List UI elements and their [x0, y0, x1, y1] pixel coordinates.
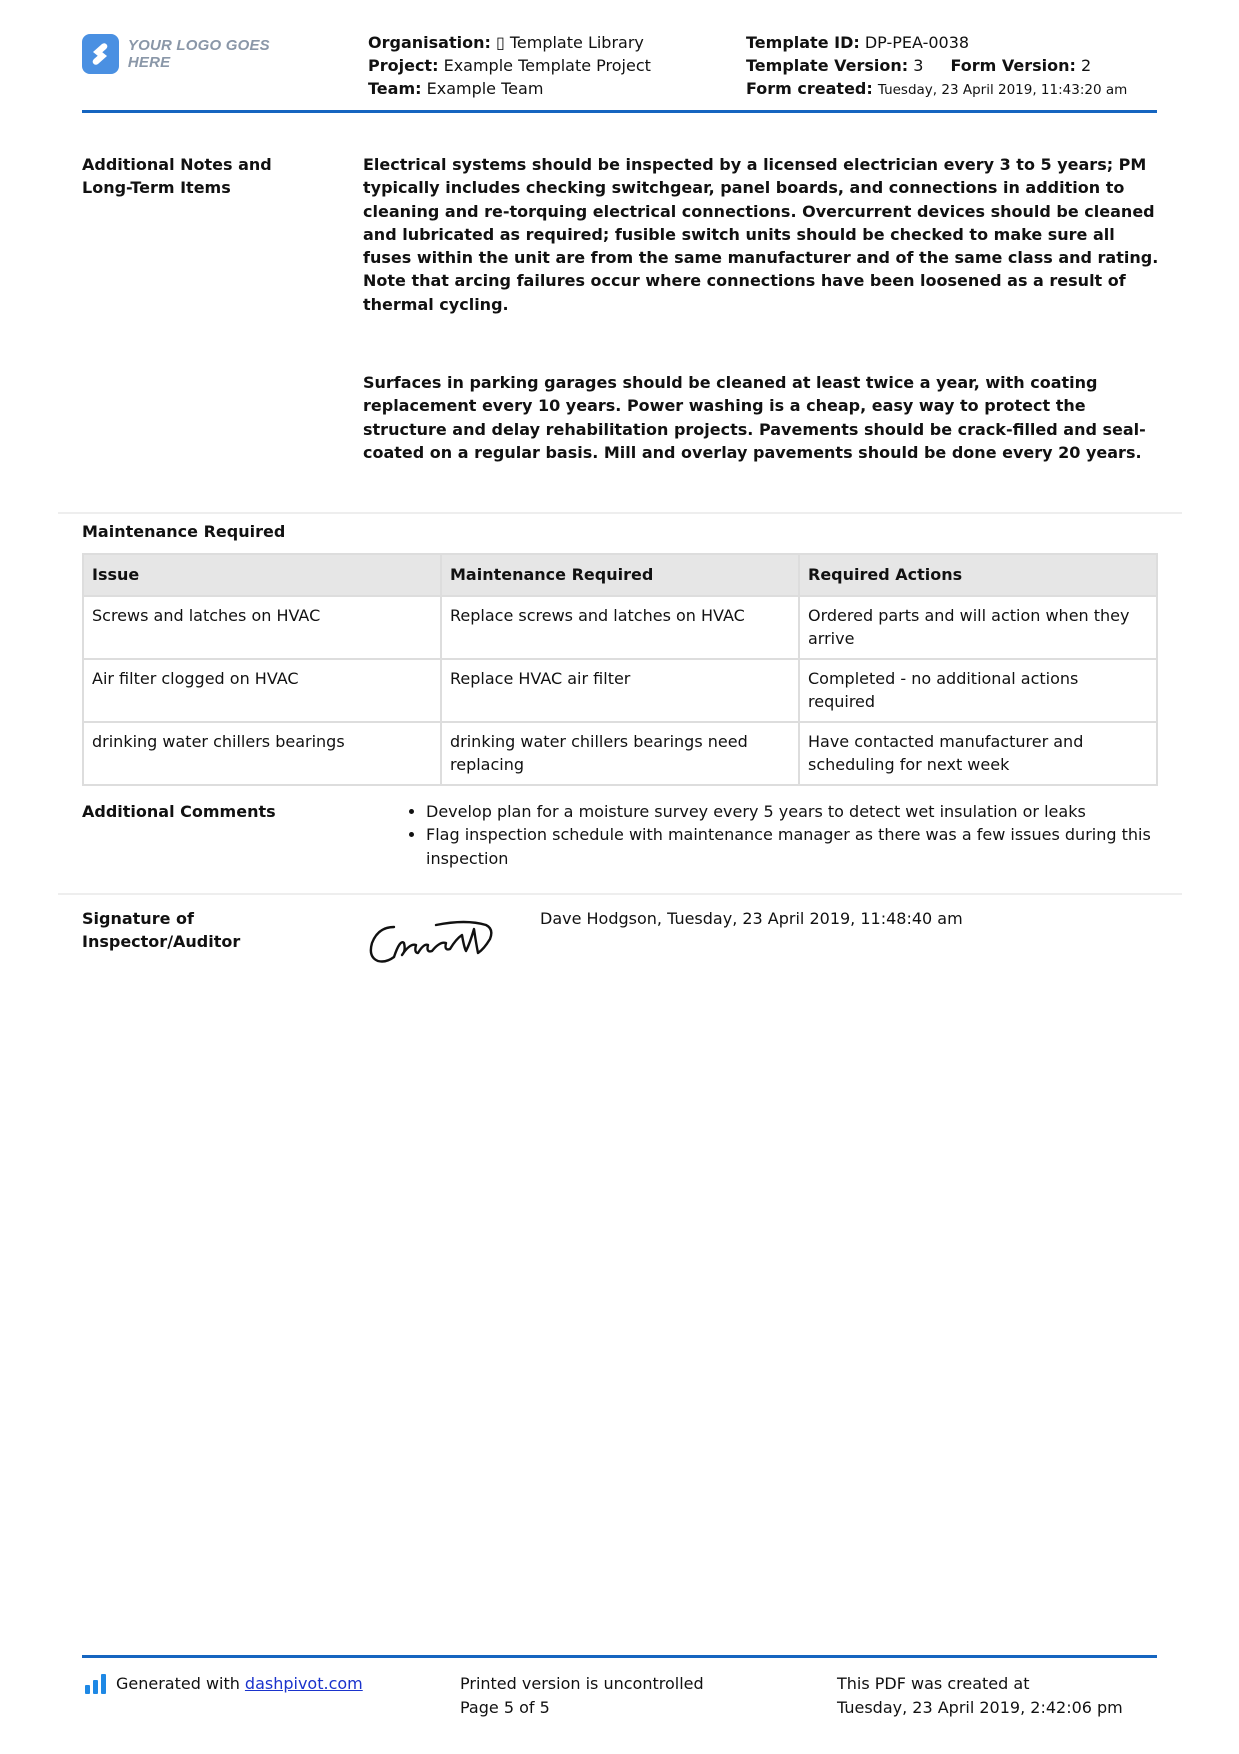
list-item: • Develop plan for a moisture survey every 5 years to detect wet insulation or leaks	[426, 800, 1186, 823]
notes-paragraph-parking: Surfaces in parking garages should be cleaned at least twice a year, with coating replacement every 10 years. Power washing is a cheap, easy way to protect the structure and delay rehabilitation projects. Pavements should be crack-filled and seal-coated on a regular basis. Mill and overlay pavements should be done every 20 years.	[363, 373, 1146, 462]
signature-details: Dave Hodgson, Tuesday, 23 April 2019, 11:48:40 am	[540, 909, 963, 928]
company-logo	[82, 33, 302, 75]
form-version-value: 2	[1080, 56, 1092, 75]
table-cell: Replace screws and latches on HVAC	[441, 596, 799, 659]
table-cell: Screws and latches on HVAC	[83, 596, 441, 659]
table-cell: Have contacted manufacturer and scheduling for next week	[799, 722, 1157, 785]
form-created-value: Tuesday, 23 April 2019, 11:43:20 am	[877, 82, 1128, 98]
table-row	[83, 596, 1157, 659]
template-id-value: DP-PEA-0038	[864, 33, 970, 52]
maintenance-section-title: Maintenance Required	[82, 522, 286, 541]
logo-text: YOUR LOGO GOES HERE	[127, 37, 270, 71]
table-cell: Replace HVAC air filter	[441, 659, 799, 722]
table-cell: Air filter clogged on HVAC	[83, 659, 441, 722]
footer-created	[837, 1672, 1123, 1719]
table-header-row	[83, 554, 1157, 596]
project-value: Example Template Project	[443, 56, 651, 75]
uncontrolled-notice: Printed version is uncontrolled	[460, 1674, 704, 1693]
template-id-label: Template ID:	[746, 33, 860, 52]
footer-control	[460, 1672, 704, 1719]
signature-label: Signature of Inspector/Auditor	[82, 909, 241, 951]
form-created-label: Form created:	[746, 79, 873, 98]
comments-list	[398, 800, 1186, 870]
header-organisation-block	[368, 31, 651, 100]
table-row	[83, 722, 1157, 785]
section-divider	[58, 893, 1182, 895]
column-header-issue: Issue	[83, 554, 441, 596]
table-cell: Completed - no additional actions required	[799, 659, 1157, 722]
team-label: Team:	[368, 79, 422, 98]
created-timestamp: Tuesday, 23 April 2019, 2:42:06 pm	[837, 1697, 1123, 1717]
list-item: • Flag inspection schedule with maintenance manager as there was a few issues during this inspection	[426, 823, 1186, 870]
organisation-label: Organisation:	[368, 33, 491, 52]
created-prefix: This PDF was created at	[837, 1674, 1030, 1693]
page-number: Page 5 of 5	[460, 1697, 550, 1717]
project-label: Project:	[368, 56, 439, 75]
table-row	[83, 659, 1157, 722]
table-cell: Ordered parts and will action when they arrive	[799, 596, 1157, 659]
organisation-value: ▯ Template Library	[495, 33, 644, 52]
maintenance-table	[82, 553, 1158, 786]
header-template-block	[746, 31, 1127, 102]
dashpivot-link[interactable]: dashpivot.com	[244, 1674, 363, 1693]
column-header-maintenance: Maintenance Required	[441, 554, 799, 596]
footer-generated	[85, 1672, 363, 1696]
template-version-label: Template Version:	[746, 56, 909, 75]
table-cell: drinking water chillers bearings	[83, 722, 441, 785]
logo-icon	[82, 34, 119, 74]
footer-divider	[82, 1655, 1157, 1658]
bar-chart-icon	[85, 1674, 108, 1694]
header-divider	[82, 110, 1157, 113]
generated-text: Generated with	[116, 1674, 240, 1693]
section-divider	[58, 512, 1182, 514]
notes-label: Additional Notes and Long-Term Items	[82, 155, 272, 197]
team-value: Example Team	[426, 79, 544, 98]
signature-image	[366, 913, 501, 973]
notes-paragraph-electrical: Electrical systems should be inspected by a licensed electrician every 3 to 5 years; PM typically includes checking switchgear, panel boards, and connections in addition to cleaning and re-torquing electrical connections. Overcurrent devices should be cleaned and lubricated as required; fusible switch units should be checked to make sure all fuses within the unit are from the same manufacturer and of the same class and rating. Note that arcing failures occur where connections have been loosened as a result of thermal cycling.	[363, 155, 1159, 314]
form-version-label: Form Version:	[950, 56, 1076, 75]
comments-label: Additional Comments	[82, 802, 276, 821]
table-cell: drinking water chillers bearings need replacing	[441, 722, 799, 785]
column-header-actions: Required Actions	[799, 554, 1157, 596]
template-version-value: 3	[913, 56, 924, 75]
